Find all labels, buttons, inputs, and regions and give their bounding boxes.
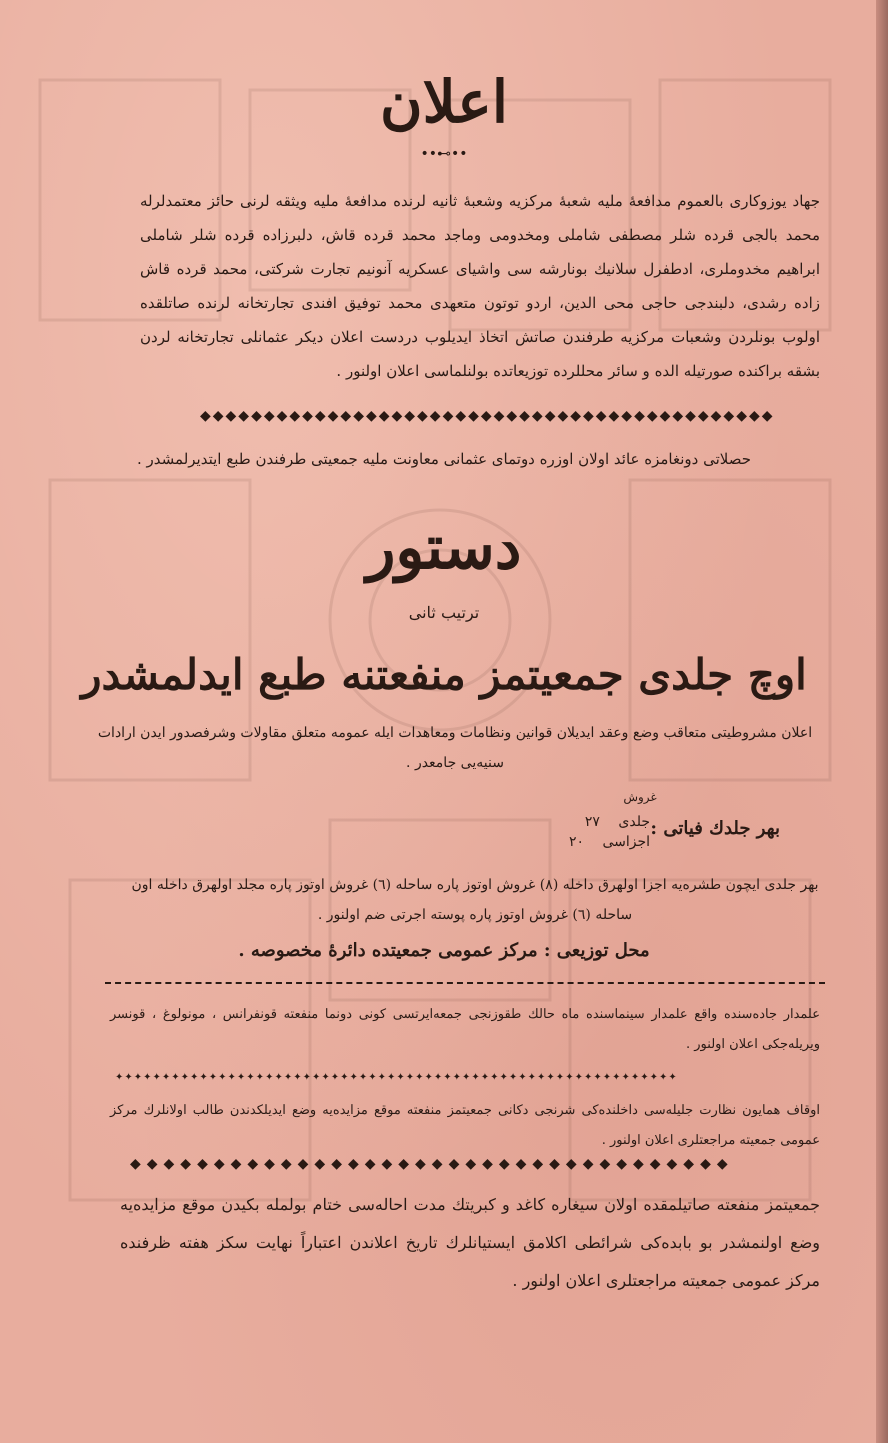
price-row-volume-label: جلدی [618, 814, 650, 830]
price-unit: غروش [623, 790, 657, 804]
description: اعلان مشروطيتی متعاقب وضع وعقد ايديلان قوانين ونظامات ومعاهدات ايله عمومه متعلق مقاولات وشرفصدور ايدن ارادات سنيه‌یی جامعدر . [97, 725, 813, 771]
price-label: بهر جلدك فياتی : [650, 818, 780, 839]
cigarette-paper-notice: جمعيتمز منفعته صاتيلمقده اولان سيغاره كاغد و كبريتك مدت احاله‌سی ختام بولمله بكيدن موقع مزايده‌يه وضع اولنمشدر بو بابده‌كی شرائطی اكلامق ايستيانلرك تاريخ اعلاندن اعتباراً نهايت سكز هفته ظرفنده مركز عمومی جمعيته مراجعتلری اعلان اولنور . [120, 1195, 821, 1290]
separator-3: ✦✦✦✦✦✦✦✦✦✦✦✦✦✦✦✦✦✦✦✦✦✦✦✦✦✦✦✦✦✦✦✦✦✦✦✦✦✦✦✦✦✦✦✦✦✦✦✦✦✦✦✦✦✦✦✦✦✦✦✦ [115, 1072, 678, 1083]
separator-4: ◆◆◆◆◆◆◆◆◆◆◆◆◆◆◆◆◆◆◆◆◆◆◆◆◆◆◆◆◆◆◆◆◆◆◆◆ [130, 1156, 734, 1172]
price-row-volume [540, 812, 650, 832]
tertib-label: ترتيب ثانی [408, 603, 480, 622]
postal-note: بهر جلدی ايچون طشره‌يه اجزا اولهرق داخله (٨) غروش اوتوز پاره ساحله (٦) غروش اوتوز پاره مجلد اولهرق داخله اون ساحله (٦) غروش اوتوز پاره پوسته اجرتی ضم اولنور . [131, 877, 819, 923]
price-block [540, 790, 780, 870]
volumes-title: اوچ جلدی جمعيتمز منفعتنه طبع ايدلمشدر [81, 650, 807, 699]
price-row-parts-value: ٢٠ [568, 834, 584, 850]
distribution-place: محل توزيعی : مركز عمومی جمعيتده دائرهٔ مخصوصه . [238, 940, 650, 961]
shop-auction-notice: اوقاف همايون نظارت جليله‌سی داخلنده‌كی شرنجی دكانی جمعيتمز منفعته موقع مزايده‌يه وضع ايديلكدندن طالب اولانلرك مركز عمومی جمعيته مراجعتلری اعلان اولنور . [110, 1103, 820, 1148]
price-row-parts-label: اجزاسی [602, 834, 650, 850]
separator-2 [105, 982, 825, 992]
heading-ornament: ••⊷•• [420, 146, 468, 162]
price-row-parts [540, 832, 650, 852]
paragraph-main: جهاد يوزوكاری بالعموم مدافعهٔ مليه شعبهٔ مركزيه وشعبهٔ ثانيه لرنده مدافعهٔ مليه ويثقه لرنی حائز معتمدلرله محمد بالجی قرده شلر مصطفی شاملی ومخدومی وماجد محمد قرده قاش، دلبرزاده قرده شلر شاملی ابراهيم مخدوملری، ادطفرل سلانيك بونارشه سی واشيای عسكريه آنونيم تجارت شركتی، محمد قرده قاش زاده رشدی، دلبندجی حاجی محی الدين، اردو توتون متعهدی محمد توفيق افندی تجارتخانه لرنده صاتلقده اولوب بونلردن وشعبات مركزيه طرفندن صاتش اتخاذ ايدیلوب دردست اعلان ديكر عثمانلی تجارتخانه لردن بشقه براكنده صورتيله الده و سائر محللرده توزيعاتده بولنلماسی اعلان اولنور . [140, 192, 820, 380]
heading: اعلان [380, 68, 508, 136]
print-notice: حصلاتی دونغامزه عائد اولان اوزره دوتمای عثمانی معاونت مليه جمعيتی طرفندن طبع ايتديرلمشدر . [137, 450, 751, 468]
conference-notice: علمدار جاده‌سنده واقع علمدار سينماسنده ماه حالك طقوزنجی جمعه‌ايرتسی كونی دونما منفعته قونفرانس ، مونولوغ ، قونسر ويريله‌جكی اعلان اولنور . [110, 1007, 820, 1052]
separator-1: ◆◆◆◆◆◆◆◆◆◆◆◆◆◆◆◆◆◆◆◆◆◆◆◆◆◆◆◆◆◆◆◆◆◆◆◆◆◆◆◆◆◆◆◆◆ [200, 408, 775, 424]
page-edge [876, 0, 888, 1443]
dustur-title: دستور [366, 513, 522, 583]
price-row-volume-value: ٢٧ [584, 814, 600, 830]
